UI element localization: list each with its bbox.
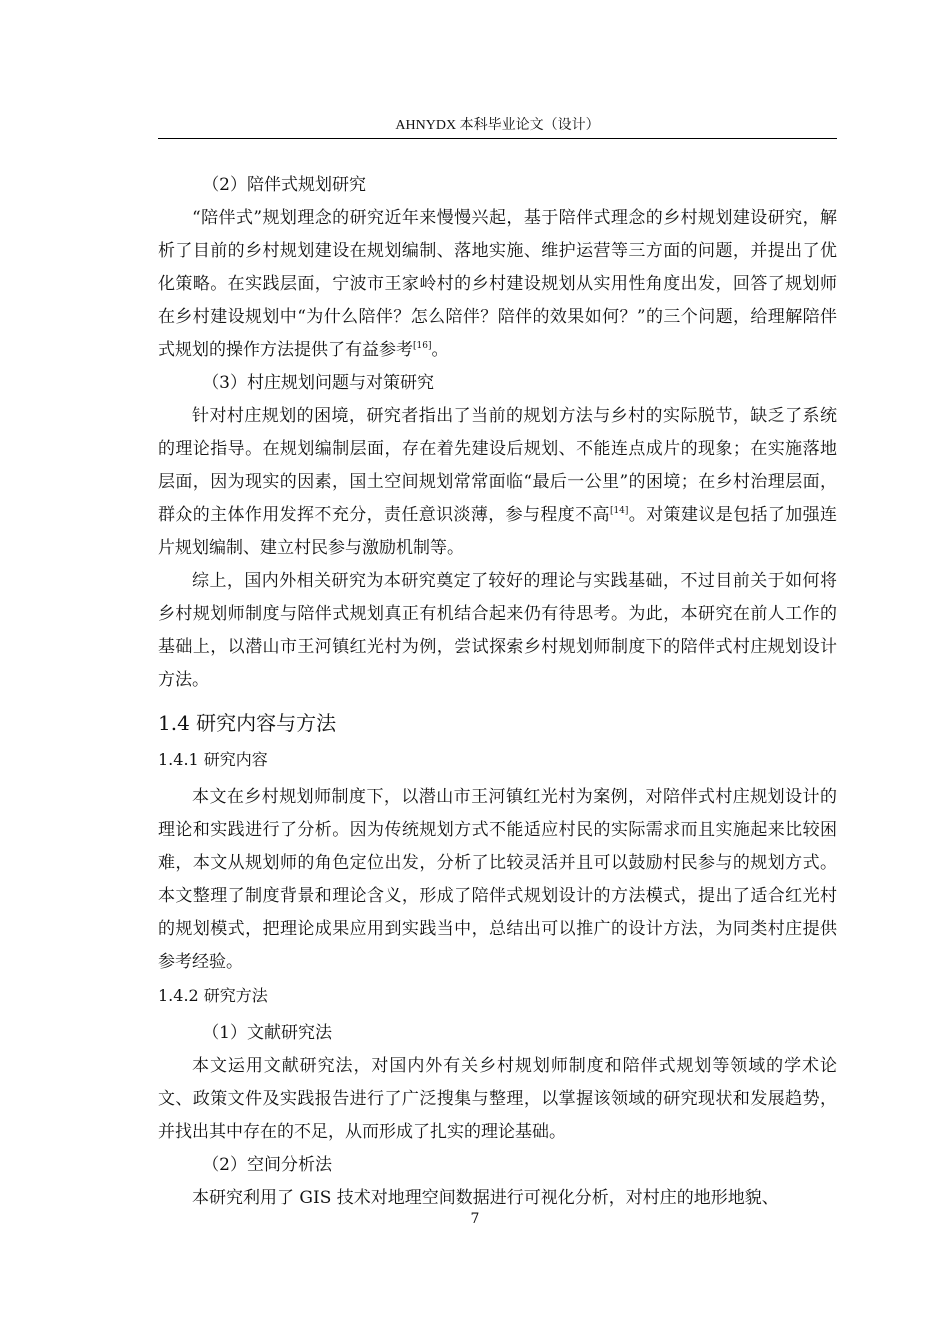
subsection-heading-village-issues: （3）村庄规划问题与对策研究 — [202, 373, 435, 393]
section-heading-1-4-2: 1.4.2 研究方法 — [158, 986, 268, 1005]
paragraph-village-issues: 针对村庄规划的困境，研究者指出了当前的规划方法与乡村的实际脱节，缺乏了系统的理论指导。在规划编制层面，存在着先建设后规划、不能连点成片的现象；在实施落地层面，因为现实的因素，国土空间规划常常面临“最后一公里”的困境；在乡村治理层面，群众的主体作用发挥不充分，责任意识淡薄，参与程度不高[14]。对策建议是包括了加强连片规划编制、建立村民参与激励机制等。 — [158, 406, 838, 558]
subsection-heading-companion-planning: （2）陪伴式规划研究 — [202, 175, 367, 195]
page-header: AHNYDX 本科毕业论文（设计） — [395, 118, 600, 133]
paragraph-spatial-method: 本研究利用了 GIS 技术对地理空间数据进行可视化分析，对村庄的地形地貌、 — [192, 1188, 779, 1208]
paragraph-literature-method: 本文运用文献研究法，对国内外有关乡村规划师制度和陪伴式规划等领域的学术论文、政策文件及实践报告进行了广泛搜集与整理，以掌握该领域的研究现状和发展趋势，并找出其中存在的不足，从而形成了扎实的理论基础。 — [158, 1056, 837, 1142]
page-body — [158, 169, 837, 1215]
page-number: 7 — [470, 1211, 480, 1227]
section-heading-1-4-1: 1.4.1 研究内容 — [158, 750, 268, 769]
citation-16: [16] — [413, 341, 432, 351]
subsection-heading-spatial-method: （2）空间分析法 — [202, 1155, 333, 1175]
paragraph-companion-planning: “陪伴式”规划理念的研究近年来慢慢兴起，基于陪伴式理念的乡村规划建设研究，解析了目前的乡村规划建设在规划编制、落地实施、维护运营等三方面的问题，并提出了优化策略。在实践层面，宁波市王家岭村的乡村建设规划从实用性角度出发，回答了规划师在乡村建设规划中“为什么陪伴？怎么陪伴？陪伴的效果如何？”的三个问题，给理解陪伴式规划的操作方法提供了有益参考[16]。 — [158, 208, 837, 360]
section-heading-1-4: 1.4 研究内容与方法 — [158, 711, 337, 735]
paragraph-research-content: 本文在乡村规划师制度下，以潜山市王河镇红光村为案例，对陪伴式村庄规划设计的理论和实践进行了分析。因为传统规划方式不能适应村民的实际需求而且实施起来比较困难，本文从规划师的角色定位出发，分析了比较灵活并且可以鼓励村民参与的规划方式。本文整理了制度背景和理论含义，形成了陪伴式规划设计的方法模式，提出了适合红光村的规划模式，把理论成果应用到实践当中，总结出可以推广的设计方法，为同类村庄提供参考经验。 — [158, 787, 837, 972]
header-divider — [158, 138, 837, 139]
paragraph-summary: 综上，国内外相关研究为本研究奠定了较好的理论与实践基础，不过目前关于如何将乡村规划师制度与陪伴式规划真正有机结合起来仍有待思考。为此，本研究在前人工作的基础上，以潜山市王河镇红光村为例，尝试探索乡村规划师制度下的陪伴式村庄规划设计方法。 — [158, 571, 837, 690]
citation-14: [14] — [609, 506, 629, 516]
subsection-heading-literature-method: （1）文献研究法 — [202, 1023, 333, 1043]
